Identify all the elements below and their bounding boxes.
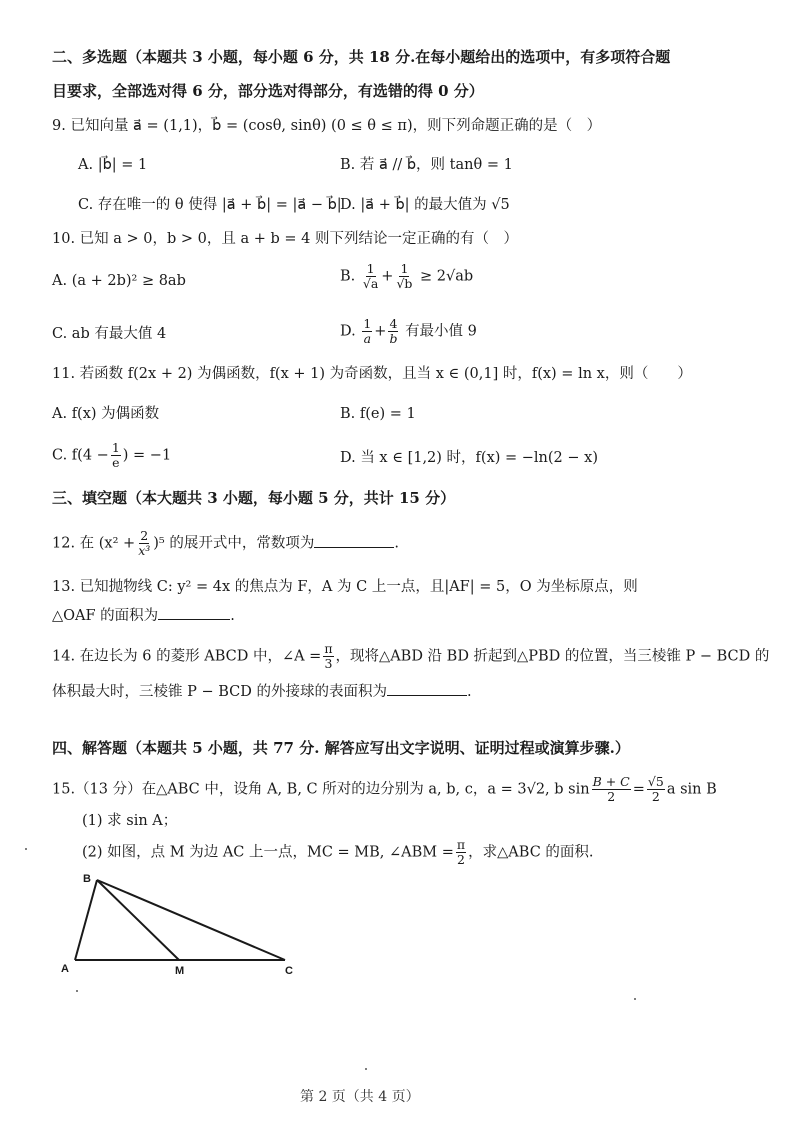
q15-f2-num: √5 xyxy=(647,774,664,789)
q11-option-c xyxy=(52,441,171,470)
label-a: A xyxy=(61,963,69,975)
q10-d-fraction-1 xyxy=(362,317,372,346)
q10-b-fraction-1 xyxy=(362,262,379,291)
q14-den: 3 xyxy=(324,656,333,671)
q10-d-f2-num: 4 xyxy=(389,316,398,331)
q15-part2-fraction xyxy=(456,838,466,867)
q15-part1: (1) 求 sin A； xyxy=(82,813,178,829)
label-m: M xyxy=(175,965,185,977)
q13-answer-blank xyxy=(158,619,230,620)
q10-stem: 10. 已知 a > 0，b > 0，且 a + b = 4 则下列结论一定正确的有（ ） xyxy=(52,231,518,247)
q15-stem-mid: = xyxy=(632,781,645,798)
q11-stem: 11. 若函数 f(2x + 2) 为偶函数，f(x + 1) 为奇函数，且当 x ∈ (0,1] 时，f(x) = ln x，则（ ） xyxy=(52,366,692,382)
q15-p2-num: π xyxy=(456,837,466,852)
q14-fraction xyxy=(323,642,333,671)
q15-part2-suffix: ，求△ABC 的面积. xyxy=(468,844,594,861)
q10-b-f1-num: 1 xyxy=(366,261,375,276)
q15-part2 xyxy=(82,838,594,867)
q14-line1 xyxy=(52,642,769,671)
q15-fraction-2 xyxy=(647,775,665,804)
q15-f2-den: 2 xyxy=(651,789,660,804)
q14-num: π xyxy=(324,641,333,656)
q13-line1: 13. 已知抛物线 C: y² = 4x 的焦点为 F，A 为 C 上一点，且|AF| = 5，O 为坐标原点，则 xyxy=(52,579,638,595)
q10-b-fraction-2 xyxy=(395,262,413,291)
q11-option-b: B. f(e) = 1 xyxy=(340,406,416,422)
q10-b-f2-num: 1 xyxy=(400,261,409,276)
q10-option-b: B. $\frac{1}{√a}$ + $\frac{1}{√b}$ ≥ 2√ab xyxy=(340,261,474,291)
q15-p2-den: 2 xyxy=(457,852,465,867)
q12-middle: )⁵ 的展开式中，常数项为 xyxy=(153,535,315,552)
scan-speck xyxy=(25,848,27,850)
scan-speck xyxy=(365,1068,367,1070)
section4-header: 四、解答题（本题共 5 小题，共 77 分. 解答应写出文字说明、证明过程或演算步骤.） xyxy=(52,739,630,757)
q14-line2-text: 体积最大时，三棱锥 P − BCD 的外接球的表面积为 xyxy=(52,684,387,700)
q10-d-fraction-2 xyxy=(388,317,398,346)
q13-line2 xyxy=(52,607,235,625)
q15-f1-den: 2 xyxy=(607,789,616,804)
q9-stem: 9. 已知向量 a⃗ = (1,1)，b⃗ = (cosθ, sinθ) (0 ≤ θ ≤ π)，则下列命题正确的是（ ） xyxy=(52,118,602,134)
q10-option-d-prefix: D. xyxy=(340,323,356,340)
q14-line1-suffix: ，现将△ABD 沿 BD 折起到△PBD 的位置，当三棱锥 P − BCD 的 xyxy=(335,648,770,665)
q10-option-d: D. $\frac{1}{a}$ + $\frac{4}{b}$ 有最小值 9 xyxy=(340,316,477,346)
q15-part2-prefix: (2) 如图，点 M 为边 AC 上一点，MC = MB, ∠ABM = xyxy=(82,844,454,861)
q14-answer-blank xyxy=(387,695,467,696)
section3-header: 三、填空题（本大题共 3 小题，每小题 5 分，共计 15 分） xyxy=(52,489,456,507)
q12-fraction xyxy=(137,529,151,558)
q12-line xyxy=(52,529,399,558)
triangle-figure xyxy=(55,868,305,983)
q15-fraction-1 xyxy=(592,775,631,804)
q12-num: 2 xyxy=(140,528,149,543)
q10-option-b-suffix: ≥ 2√ab xyxy=(420,268,474,285)
q12-end: . xyxy=(394,535,399,552)
q10-option-b-prefix: B. xyxy=(340,268,356,285)
q10-d-f1-num: 1 xyxy=(363,316,372,331)
q15-stem-suffix: a sin B xyxy=(666,781,717,798)
q15-stem-prefix: 15.（13 分）在△ABC 中，设角 A, B, C 所对的边分别为 a, b, c，a = 3√2, b sin xyxy=(52,781,590,798)
q13-end: . xyxy=(230,608,235,624)
q10-d-f2-den: b xyxy=(389,331,398,346)
q13-line2-text: △OAF 的面积为 xyxy=(52,608,159,624)
q9-option-a: A. |b⃗| = 1 xyxy=(78,157,148,173)
q12-den: x³ xyxy=(138,543,151,558)
q11-option-a: A. f(x) 为偶函数 xyxy=(52,406,160,422)
q10-option-d-suffix: 有最小值 9 xyxy=(405,323,477,340)
q11-option-d: D. 当 x ∈ [1,2) 时，f(x) = −ln(2 − x) xyxy=(340,450,598,466)
q12-answer-blank xyxy=(314,547,394,548)
q14-line2 xyxy=(52,683,472,701)
q11-c-fraction xyxy=(111,441,121,470)
segment-bm xyxy=(97,880,179,960)
q9-option-c: C. 存在唯一的 θ 使得 |a⃗ + b⃗| = |a⃗ − b⃗| xyxy=(78,197,342,213)
q14-line1-prefix: 14. 在边长为 6 的菱形 ABCD 中，∠A = xyxy=(52,648,322,665)
label-c: C xyxy=(285,965,293,977)
q10-option-a: A. (a + 2b)² ≥ 8ab xyxy=(52,273,186,289)
label-b: B xyxy=(83,873,91,885)
q15-f1-num: B + C xyxy=(592,774,630,789)
q15-stem xyxy=(52,775,717,804)
q12-prefix: 12. 在 (x² + xyxy=(52,535,136,552)
q9-option-b: B. 若 a⃗ // b⃗，则 tanθ = 1 xyxy=(340,157,513,173)
q10-b-f1-den: √a xyxy=(362,276,379,291)
q9-option-d: D. |a⃗ + b⃗| 的最大值为 √5 xyxy=(340,197,510,213)
page-footer: 第 2 页（共 4 页） xyxy=(300,1089,420,1105)
q11-c-den: e xyxy=(112,455,120,470)
side-bc xyxy=(97,880,285,960)
q11-c-num: 1 xyxy=(111,440,120,455)
section2-header-line2: 目要求，全部选对得 6 分，部分选对得部分，有选错的得 0 分） xyxy=(52,82,484,100)
q11-option-c-prefix: C. f(4 − xyxy=(52,447,109,464)
q10-d-f1-den: a xyxy=(363,331,372,346)
side-ab xyxy=(75,880,97,960)
q10-b-f2-den: √b xyxy=(396,276,413,291)
q10-option-c: C. ab 有最大值 4 xyxy=(52,326,167,342)
scan-speck xyxy=(76,990,78,992)
section2-header-line1: 二、多选题（本题共 3 小题，每小题 6 分，共 18 分.在每小题给出的选项中，有多项符合题 xyxy=(52,48,671,66)
q14-end: . xyxy=(467,684,472,700)
q11-option-c-suffix: ) = −1 xyxy=(122,447,172,464)
scan-speck xyxy=(634,998,636,1000)
